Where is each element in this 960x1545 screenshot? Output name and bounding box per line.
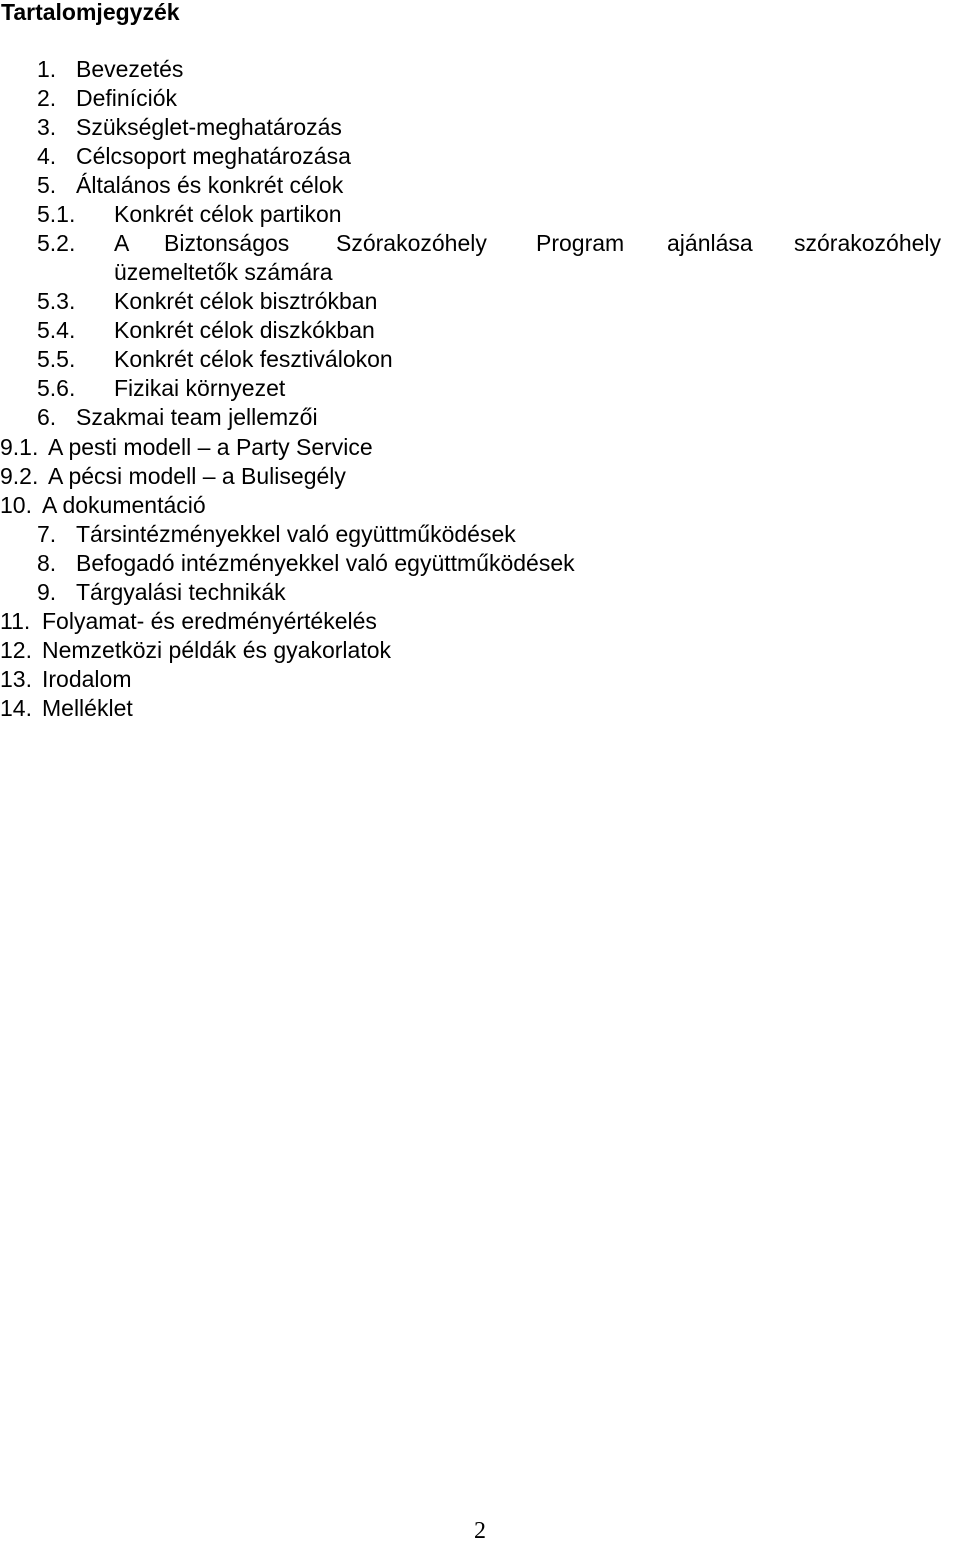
- toc-title: Tartalomjegyzék: [1, 0, 180, 25]
- toc-entry-number: 4.: [37, 143, 57, 169]
- toc-entry-word: Program: [536, 230, 625, 256]
- toc-entry-11[interactable]: [0, 607, 960, 635]
- toc-entry-6[interactable]: [0, 403, 960, 431]
- toc-entry-number: 5.2.: [37, 230, 76, 256]
- toc-entry-word: ajánlása: [667, 230, 753, 256]
- toc-entry-number: 6.: [37, 404, 57, 430]
- toc-entry-number: 2.: [37, 85, 57, 111]
- toc-entry-number: 5.6.: [37, 375, 76, 401]
- toc-entry-text: Tárgyalási technikák: [76, 579, 286, 605]
- toc-entry-text: Definíciók: [76, 85, 177, 111]
- toc-entry-text: Befogadó intézményekkel való együttműködések: [76, 550, 575, 576]
- toc-entry-text: Nemzetközi példák és gyakorlatok: [42, 637, 391, 663]
- toc-entry-number: 8.: [37, 550, 57, 576]
- toc-entry-12[interactable]: [0, 636, 960, 664]
- toc-entry-2[interactable]: [0, 84, 960, 112]
- toc-entry-word: Biztonságos: [164, 230, 290, 256]
- toc-entry-5-2[interactable]: [0, 229, 960, 286]
- toc-entry-text: Folyamat- és eredményértékelés: [42, 608, 377, 634]
- toc-entry-text-continuation: üzemeltetők számára: [114, 259, 333, 285]
- toc-entry-text: Általános és konkrét célok: [76, 172, 344, 198]
- toc-entry-1[interactable]: [0, 55, 960, 83]
- toc-entry-number: 3.: [37, 114, 57, 140]
- toc-entry-4[interactable]: [0, 142, 960, 170]
- toc-entry-text: Bevezetés: [76, 56, 184, 82]
- toc-entry-text: A pécsi modell – a Bulisegély: [48, 463, 346, 489]
- toc-entry-5-1[interactable]: [0, 200, 960, 228]
- toc-entry-5-5[interactable]: [0, 345, 960, 373]
- toc-entry-14[interactable]: [0, 694, 960, 722]
- toc-entry-text: A pesti modell – a Party Service: [48, 434, 373, 460]
- toc-entry-text: Célcsoport meghatározása: [76, 143, 351, 169]
- toc-entry-3[interactable]: [0, 113, 960, 141]
- toc-entry-number: 5.3.: [37, 288, 76, 314]
- toc-entry-number: 14.: [0, 695, 32, 721]
- toc-entry-text: Szakmai team jellemzői: [76, 404, 318, 430]
- toc-entry-number: 9.2.: [0, 463, 39, 489]
- toc-entry-word: Szórakozóhely: [336, 230, 487, 256]
- toc-entry-9-1[interactable]: [0, 433, 960, 461]
- toc-entry-13[interactable]: [0, 665, 960, 693]
- toc-entry-text: Irodalom: [42, 666, 132, 692]
- toc-entry-7[interactable]: [0, 520, 960, 548]
- toc-entry-text: Konkrét célok bisztrókban: [114, 288, 378, 314]
- toc-entry-number: 13.: [0, 666, 32, 692]
- toc-entry-number: 5.: [37, 172, 57, 198]
- toc-entry-text: A dokumentáció: [42, 492, 206, 518]
- toc-entry-text: Konkrét célok diszkókban: [114, 317, 375, 343]
- toc-entry-text: Fizikai környezet: [114, 375, 286, 401]
- toc-entry-text: Konkrét célok fesztiválokon: [114, 346, 393, 372]
- toc-entry-text: Társintézményekkel való együttműködések: [76, 521, 516, 547]
- toc-entry-text: Konkrét célok partikon: [114, 201, 342, 227]
- toc-entry-number: 9.1.: [0, 434, 39, 460]
- toc-entry-8[interactable]: [0, 549, 960, 577]
- toc-entry-number: 11.: [0, 608, 31, 634]
- toc-entry-5-3[interactable]: [0, 287, 960, 315]
- toc-entry-9[interactable]: [0, 578, 960, 606]
- toc-entry-number: 7.: [37, 521, 57, 547]
- page-number: 2: [474, 1518, 486, 1544]
- toc-entry-5-6[interactable]: [0, 374, 960, 402]
- toc-entry-number: 9.: [37, 579, 57, 605]
- toc-entry-number: 1.: [37, 56, 57, 82]
- toc-entry-number: 5.1.: [37, 201, 76, 227]
- toc-entry-number: 12.: [0, 637, 32, 663]
- toc-entry-text: Melléklet: [42, 695, 133, 721]
- toc-entry-number: 5.5.: [37, 346, 76, 372]
- toc-entry-number: 5.4.: [37, 317, 76, 343]
- toc-entry-word: szórakozóhely: [794, 230, 942, 256]
- toc-entry-9-2[interactable]: [0, 462, 960, 490]
- toc-entry-number: 10.: [0, 492, 32, 518]
- toc-entry-text: Szükséglet-meghatározás: [76, 114, 342, 140]
- toc-entry-5[interactable]: [0, 171, 960, 199]
- toc-entry-10[interactable]: [0, 491, 960, 519]
- toc-entry-5-4[interactable]: [0, 316, 960, 344]
- toc-entry-word: A: [114, 230, 130, 256]
